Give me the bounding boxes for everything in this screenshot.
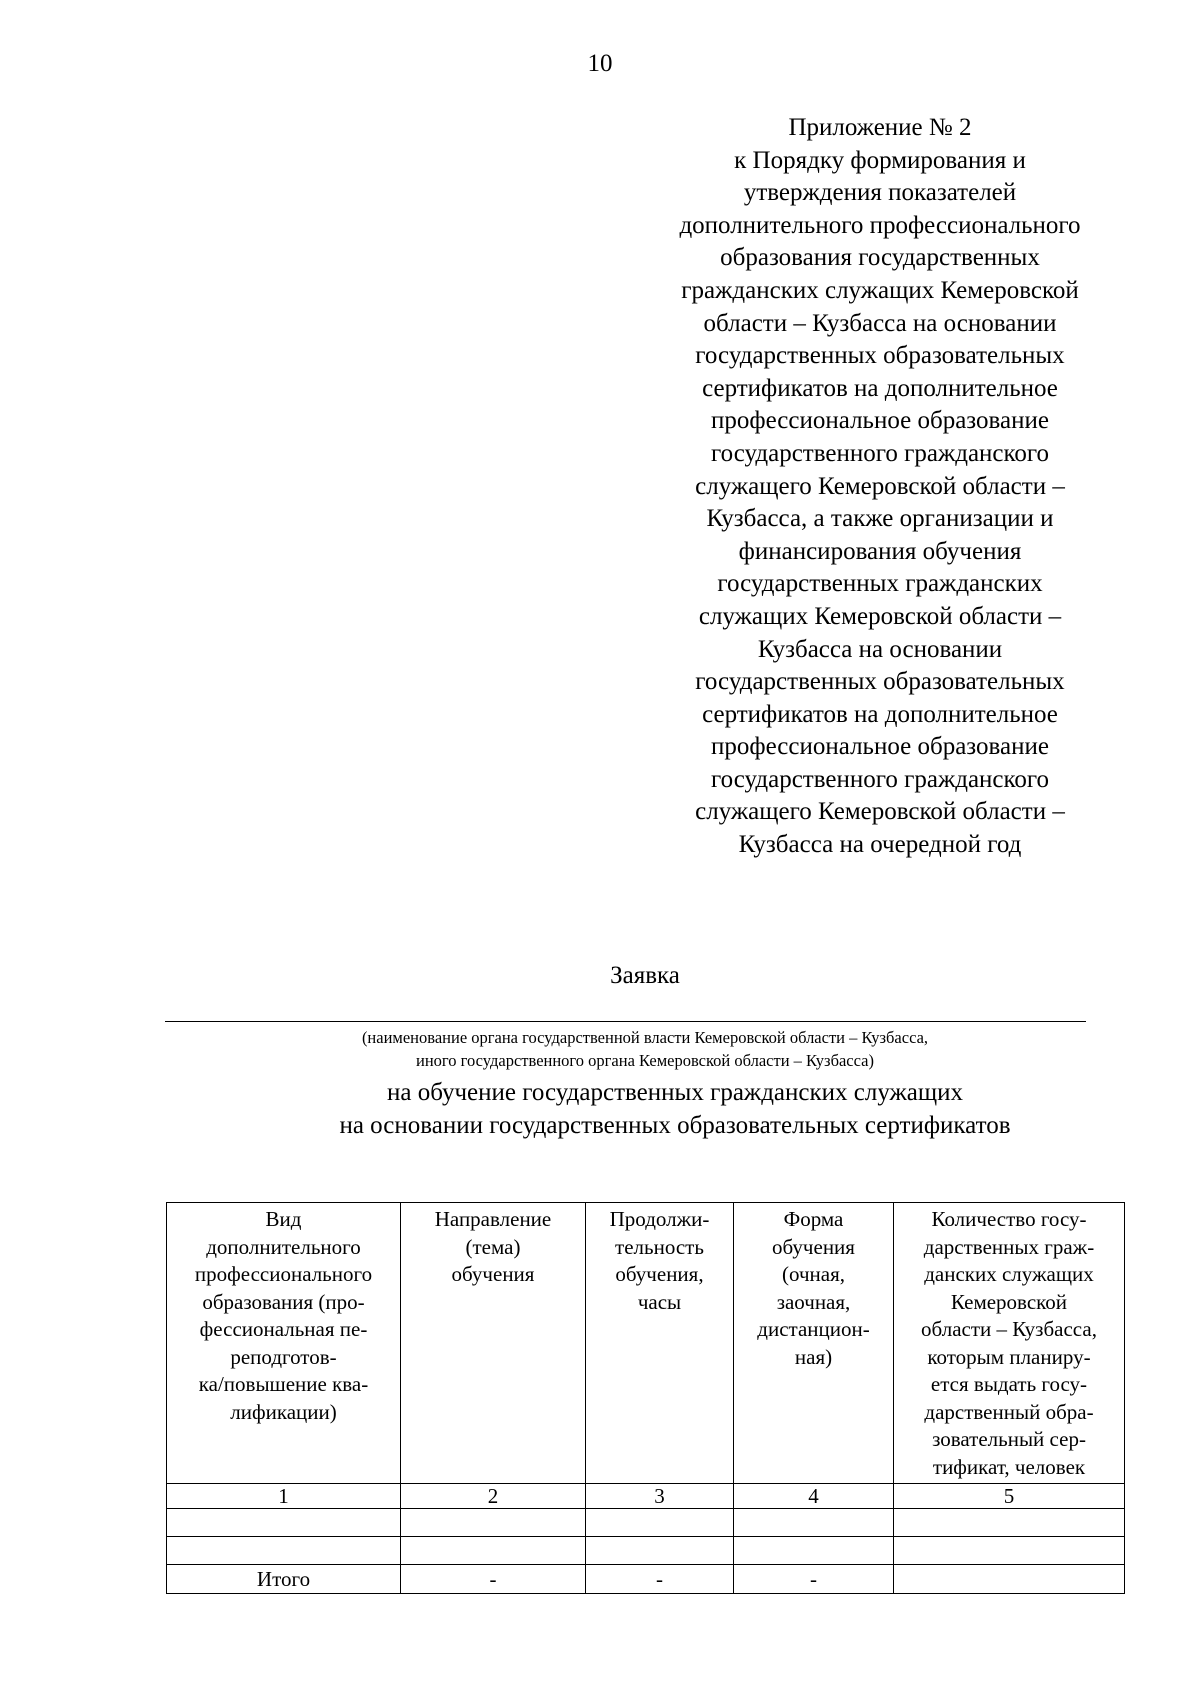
table-cell [894, 1509, 1125, 1537]
purpose-line: на обучение государственных гражданских служащих [386, 1079, 964, 1106]
column-number: 3 [586, 1484, 734, 1509]
appendix-line: финансирования обучения [738, 537, 1022, 565]
application-title: Заявка [610, 962, 680, 989]
column-number: 2 [401, 1484, 586, 1509]
appendix-line: служащего Кемеровской области – [695, 472, 1065, 500]
total-cell [894, 1565, 1125, 1594]
appendix-line: служащего Кемеровской области – [695, 798, 1065, 826]
page-number: 10 [587, 50, 613, 77]
column-number: 1 [167, 1484, 401, 1509]
org-caption-line: иного государственного органа Кемеровской области – Кузбасса) [416, 1051, 874, 1070]
appendix-line: служащих Кемеровской области – [698, 602, 1062, 630]
table-cell [894, 1537, 1125, 1565]
appendix-line: гражданских служащих Кемеровской [681, 276, 1079, 304]
total-cell: - [586, 1565, 734, 1594]
table-cell [734, 1537, 894, 1565]
appendix-line: Кузбасса на основании [757, 635, 1003, 663]
appendix-line: образования государственных [720, 244, 1040, 272]
appendix-line: государственного гражданского [710, 765, 1050, 793]
total-row [167, 1565, 1125, 1594]
table-cell [401, 1537, 586, 1565]
table-row [167, 1537, 1125, 1565]
table-cell [167, 1509, 401, 1537]
appendix-line: области – Кузбасса на основании [703, 309, 1057, 337]
appendix-line: государственного гражданского [710, 439, 1050, 467]
table-header-row [167, 1203, 1125, 1484]
table-row [167, 1509, 1125, 1537]
purpose-line: на основании государственных образовательных сертификатов [339, 1112, 1011, 1139]
table-cell [586, 1537, 734, 1565]
appendix-line: сертификатов на дополнительное [702, 700, 1058, 728]
appendix-line: государственных образовательных [695, 668, 1065, 696]
total-label: Итого [167, 1565, 401, 1594]
column-number-row [167, 1484, 1125, 1509]
appendix-line: государственных гражданских [717, 570, 1043, 598]
org-name-blank-line [165, 1021, 1086, 1022]
column-number: 4 [734, 1484, 894, 1509]
appendix-line: Кузбасса на очередной год [738, 831, 1022, 859]
appendix-line: утверждения показателей [743, 179, 1017, 207]
header-employee-count: Количество госу- дарственных граж- данских служащих Кемеровской области – Кузбасса, которым планиру- ется выдать госу- дарственный обра- зовательный сер- тификат, человек [894, 1203, 1125, 1484]
appendix-line: государственных образовательных [695, 342, 1065, 370]
appendix-line: профессиональное образование [711, 407, 1049, 435]
org-name-caption [0, 1026, 1200, 1072]
application-purpose [0, 1076, 1200, 1142]
header-training-form: Форма обучения (очная, заочная, дистанцион- ная) [734, 1203, 894, 1484]
appendix-line: сертификатов на дополнительное [702, 374, 1058, 402]
org-caption-line: (наименование органа государственной власти Кемеровской области – Кузбасса, [361, 1028, 929, 1047]
header-duration: Продолжи- тельность обучения, часы [586, 1203, 734, 1484]
appendix-line: к Порядку формирования и [734, 146, 1026, 174]
appendix-header [600, 112, 1160, 862]
appendix-line: Кузбасса, а также организации и [706, 505, 1054, 533]
column-number: 5 [894, 1484, 1125, 1509]
application-table [166, 1202, 1125, 1594]
appendix-line: Приложение № 2 [788, 114, 972, 141]
appendix-line: профессиональное образование [711, 733, 1049, 761]
table-cell [167, 1537, 401, 1565]
table-cell [586, 1509, 734, 1537]
table-cell [401, 1509, 586, 1537]
table-cell [734, 1509, 894, 1537]
total-cell: - [401, 1565, 586, 1594]
header-education-type: Вид дополнительного профессионального образования (про- фессиональная пе- реподготов- ка/повышение ква- лификации) [167, 1203, 401, 1484]
total-cell: - [734, 1565, 894, 1594]
appendix-line: дополнительного профессионального [679, 211, 1081, 239]
header-training-direction: Направление (тема) обучения [401, 1203, 586, 1484]
